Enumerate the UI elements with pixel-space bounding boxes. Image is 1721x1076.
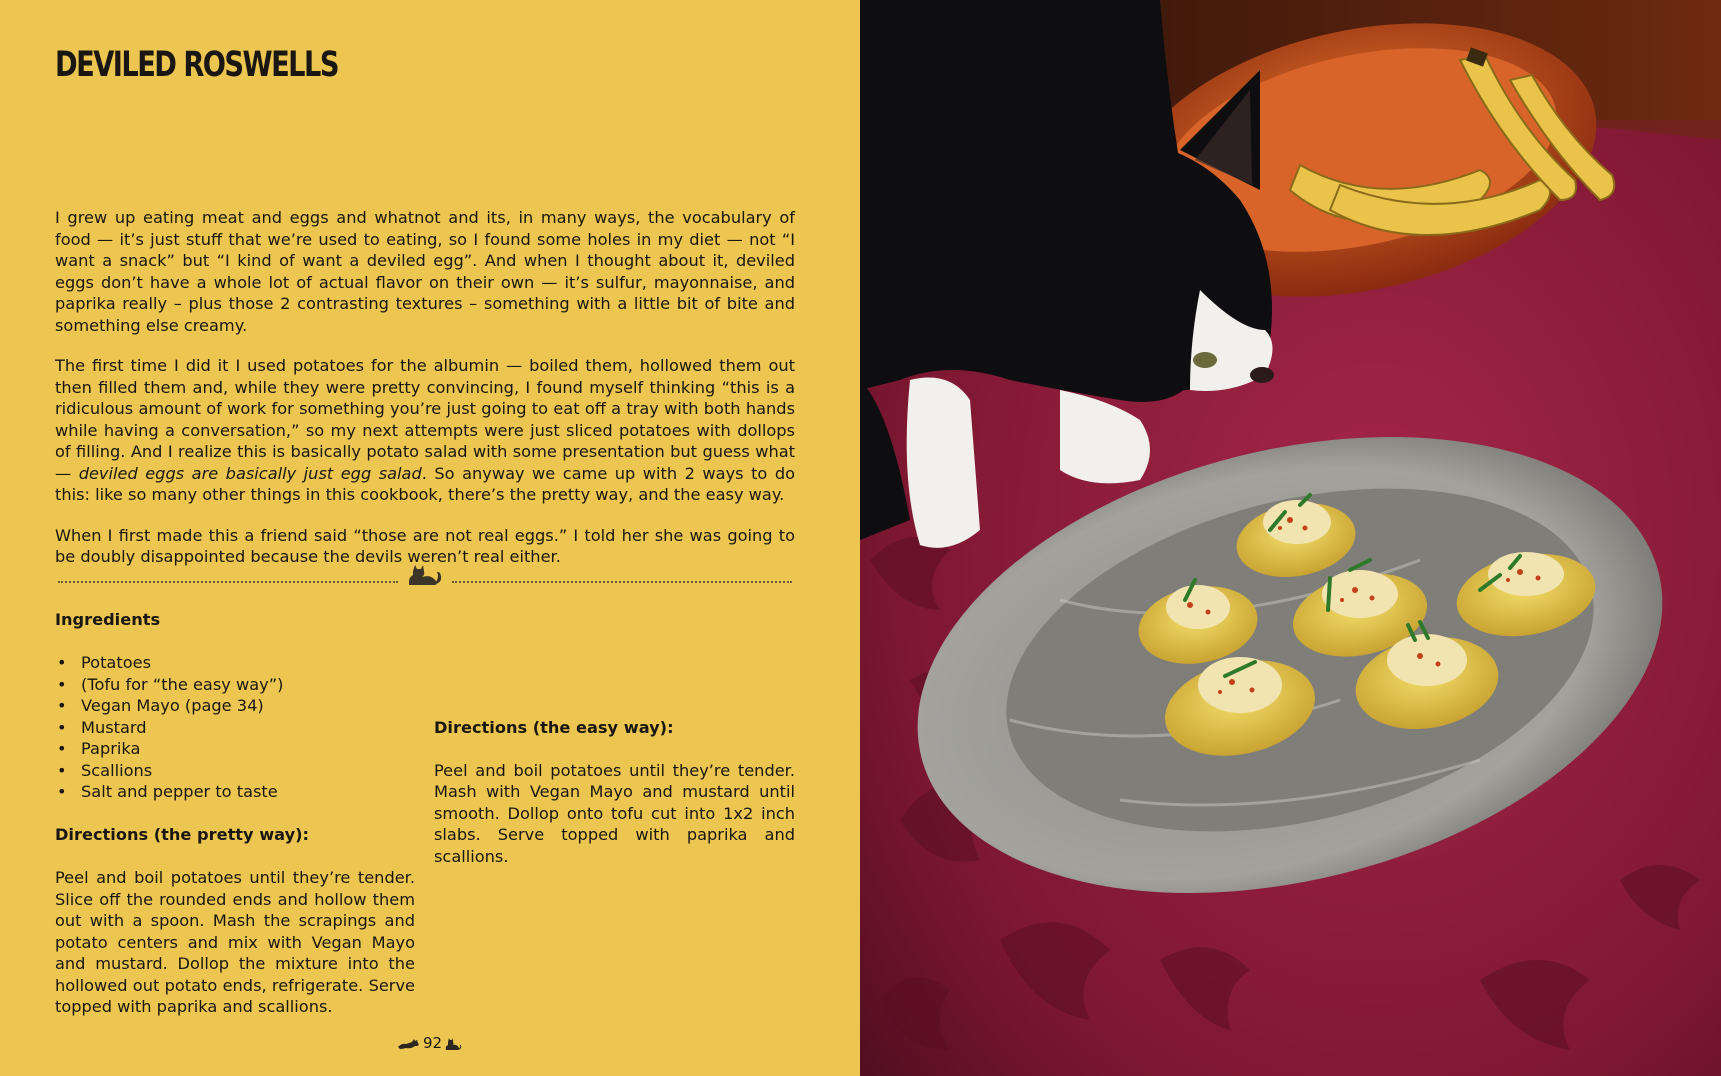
recipe-page <box>0 0 860 1076</box>
sitting-cat-icon <box>406 552 444 588</box>
recipe-title: DEVILED ROSWELLS <box>55 45 338 85</box>
ingredient-item: • Scallions <box>55 760 415 782</box>
pretty-way-text: Peel and boil potatoes until they’re tender. Slice off the rounded ends and hollow them out with a spoon. Mash the scrapings and potato centers and mix with Vegan Mayo and mustard. Dollop the mixture into the hollowed out potato ends, refrigerate. Serve topped with paprika and scallions. <box>55 868 415 1016</box>
easy-way-text: Peel and boil potatoes until they’re tender. Mash with Vegan Mayo and mustard until smooth. Dollop onto tofu cut into 1x2 inch slabs. Serve topped with paprika and scallions. <box>434 760 795 866</box>
section-divider <box>58 552 792 588</box>
easy-way-heading: Directions (the easy way): <box>434 717 674 737</box>
ingredient-list <box>55 652 415 803</box>
pretty-way-heading: Directions (the pretty way): <box>55 825 310 844</box>
emphasis: deviled eggs are basically just egg salad <box>78 463 422 483</box>
intro-paragraph: I grew up eating meat and eggs and whatnot and its, in many ways, the vocabulary of food — it’s just stuff that we’re used to eating, so I found some holes in my diet — not “I want a snack” but “I kind of want a deviled egg”. And when I thought about it, deviled eggs don’t have a whole lot of actual flavor on their own — it’s sulfur, mayonnaise, and paprika really – plus those 2 contrasting textures – something with a little bit of bite and something else creamy. <box>55 208 795 335</box>
intro-paragraph: The first time I did it I used potatoes for the albumin — boiled them, hollowed them out then filled them and, while they were pretty convincing, I found myself thinking “this is a ridiculous amount of work for something you’re just going to eat off a tray with both hands while having a conversation,” so my next attempts were just sliced potatoes with dollops of filling. And I realize this is basically potato salad with some presentation but guess what — deviled eggs are basically just egg salad. So anyway we came up with 2 ways to do this: like so many other things in this cookbook, there’s the pretty way, and the easy way. <box>55 356 795 504</box>
page-folio <box>397 1033 467 1053</box>
sitting-cat-icon <box>444 1034 462 1051</box>
column-left <box>55 609 415 1018</box>
intro-text <box>55 207 795 568</box>
ingredient-item: • Paprika <box>55 738 415 760</box>
dotted-rule <box>58 581 398 583</box>
page-number: 92 <box>423 1034 443 1052</box>
ingredient-item: • (Tofu for “the easy way”) <box>55 674 415 696</box>
leaping-cat-icon <box>397 1036 421 1050</box>
ingredient-item: • Salt and pepper to taste <box>55 781 415 803</box>
ingredient-item: • Mustard <box>55 717 415 739</box>
ingredients-heading: Ingredients <box>55 610 161 629</box>
dotted-rule <box>452 581 792 583</box>
ingredient-item: • Potatoes <box>55 652 415 674</box>
ingredient-item: • Vegan Mayo (page 34) <box>55 695 415 717</box>
column-right <box>434 609 795 867</box>
intro-paragraph: When I first made this a friend said “those are not real eggs.” I told her she was going to be doubly disappointed because the devils weren’t real either. <box>55 525 795 566</box>
recipe-photo <box>860 0 1721 1076</box>
